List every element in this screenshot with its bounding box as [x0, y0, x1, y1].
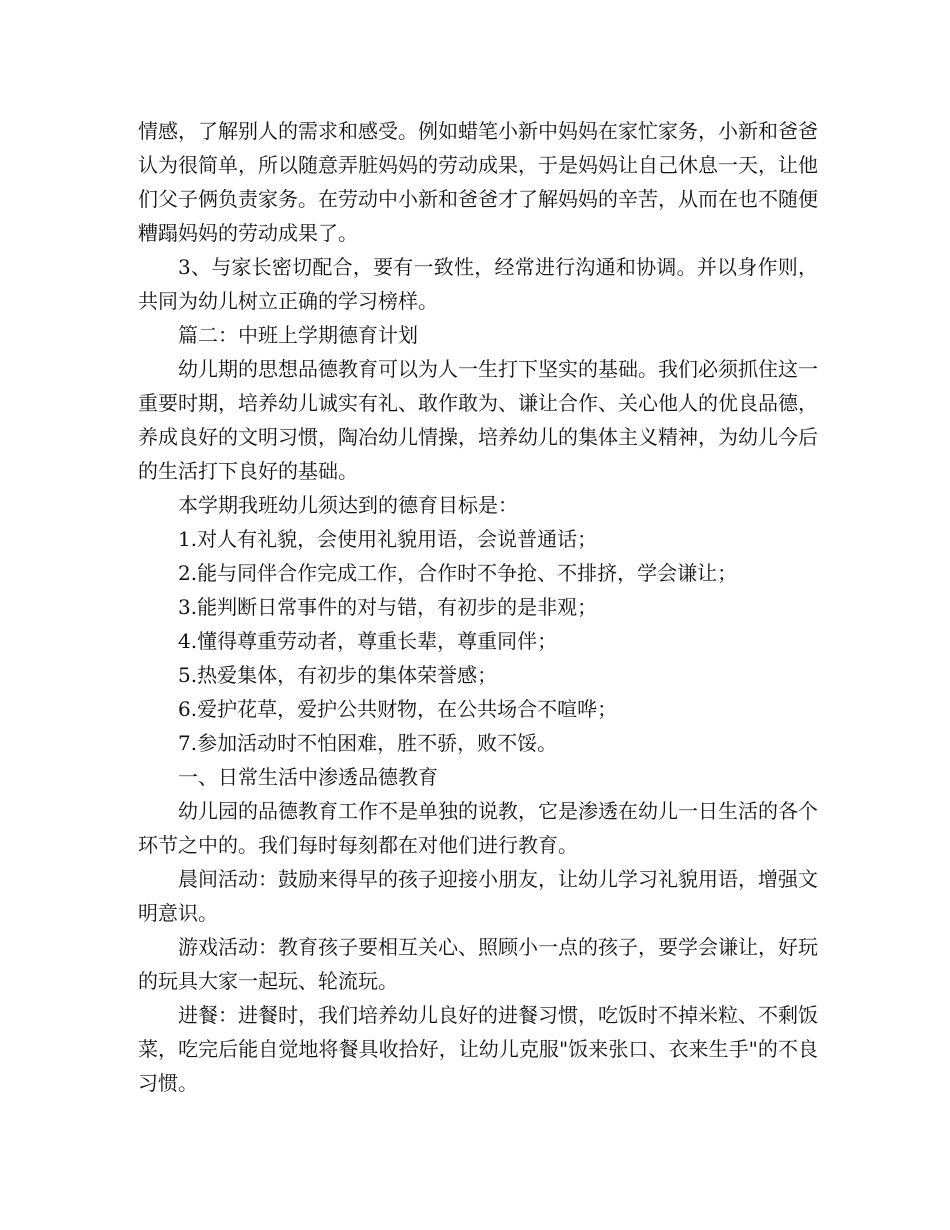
goal-item-6: 6.爱护花草，爱护公共财物，在公共场合不喧哗； [178, 697, 618, 721]
section-heading-part-two: 篇二：中班上学期德育计划 [178, 323, 418, 347]
goal-item-3: 3.能判断日常事件的对与错，有初步的是非观； [178, 595, 598, 619]
paragraph-meal: 进餐：进餐时，我们培养幼儿良好的进餐习惯，吃饭时不掉米粒、不剩饭菜，吃完后能自觉地将餐具收拾好，让幼儿克服"饭来张口、衣来生手"的不良习惯。 [138, 1003, 818, 1095]
section-heading-daily-life: 一、日常生活中渗透品德教育 [178, 765, 438, 789]
goal-item-1: 1.对人有礼貌，会使用礼貌用语，会说普通话； [178, 527, 598, 551]
paragraph-goals-heading: 本学期我班幼儿须达到的德育目标是： [178, 493, 518, 517]
paragraph-game-activity: 游戏活动：教育孩子要相互关心、照顾小一点的孩子，要学会谦让，好玩的玩具大家一起玩、轮流玩。 [138, 935, 818, 993]
goal-item-7: 7.参加活动时不怕困难，胜不骄，败不馁。 [178, 731, 558, 755]
paragraph-parent-cooperation: 3、与家长密切配合，要有一致性，经常进行沟通和协调。并以身作则，共同为幼儿树立正确的学习榜样。 [138, 255, 818, 313]
document-body [138, 114, 818, 1100]
paragraph-daily-life: 幼儿园的品德教育工作不是单独的说教，它是渗透在幼儿一日生活的各个环节之中的。我们每时每刻都在对他们进行教育。 [138, 799, 818, 857]
goal-item-2: 2.能与同伴合作完成工作，合作时不争抢、不排挤，学会谦让； [178, 561, 738, 585]
goal-item-5: 5.热爱集体，有初步的集体荣誉感； [178, 663, 498, 687]
paragraph-empathy-continued: 情感，了解别人的需求和感受。例如蜡笔小新中妈妈在家忙家务，小新和爸爸认为很简单，所以随意弄脏妈妈的劳动成果，于是妈妈让自己休息一天，让他们父子俩负责家务。在劳动中小新和爸爸才了解妈妈的辛苦，从而在也不随便糟蹋妈妈的劳动成果了。 [138, 119, 818, 245]
paragraph-intro: 幼儿期的思想品德教育可以为人一生打下坚实的基础。我们必须抓住这一重要时期，培养幼儿诚实有礼、敢作敢为、谦让合作、关心他人的优良品德，养成良好的文明习惯，陶冶幼儿情操，培养幼儿的集体主义精神，为幼儿今后的生活打下良好的基础。 [138, 357, 818, 483]
paragraph-morning-activity: 晨间活动：鼓励来得早的孩子迎接小朋友，让幼儿学习礼貌用语，增强文明意识。 [138, 867, 818, 925]
goal-item-4: 4.懂得尊重劳动者，尊重长辈，尊重同伴； [178, 629, 558, 653]
